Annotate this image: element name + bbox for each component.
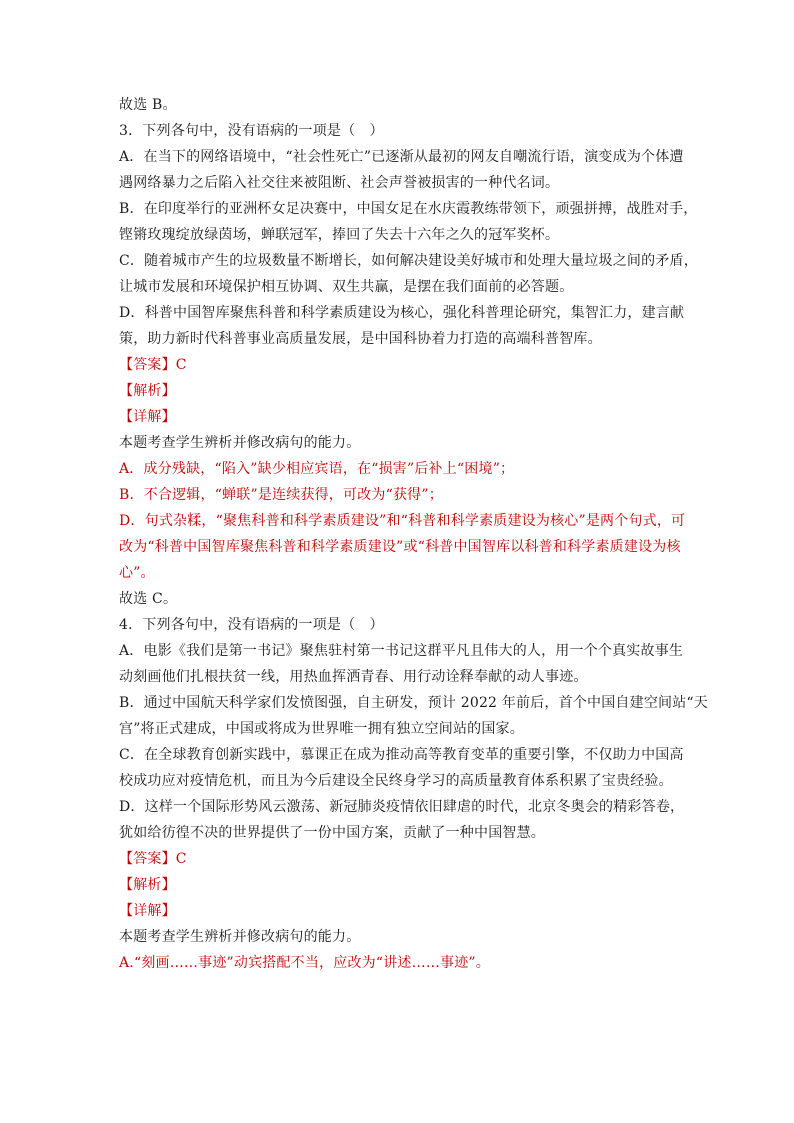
text-line: A．在当下的网络语境中，“社会性死亡”已逐渐从最初的网友自嘲流行语，演变成为个体遭 bbox=[119, 149, 684, 165]
answer-line: 【解析】 bbox=[119, 877, 176, 893]
text-line: B．通过中国航天科学家们发愤图强，自主研发，预计 2022 年前后，首个中国自建空间站“天 bbox=[119, 695, 708, 711]
text-line: 让城市发展和环境保护相互协调、双生共赢，是摆在我们面前的必答题。 bbox=[119, 279, 574, 295]
answer-line: 【答案】C bbox=[119, 851, 187, 867]
text-line: 宫”将正式建成，中国或将成为世界唯一拥有独立空间站的国家。 bbox=[119, 721, 524, 737]
text-line: A．电影《我们是第一书记》聚焦驻村第一书记这群平凡且伟大的人，用一个个真实故事生 bbox=[119, 643, 684, 659]
text-line: C．在全球教育创新实践中，慕课正在成为推动高等教育变革的重要引擎，不仅助力中国高 bbox=[119, 747, 684, 763]
text-line: 遇网络暴力之后陷入社交往来被阻断、社会声誉被损害的一种代名词。 bbox=[119, 175, 560, 191]
answer-line: B．不合逻辑，“蝉联”是连续获得，可改为“获得”； bbox=[119, 487, 443, 503]
text-line: 故选 C。 bbox=[119, 591, 178, 607]
text-line: 校成功应对疫情危机，而且为今后建设全民终身学习的高质量教育体系积累了宝贵经验。 bbox=[119, 773, 673, 789]
text-line: 3．下列各句中，没有语病的一项是（ ） bbox=[119, 123, 384, 139]
text-line: D．这样一个国际形势风云激荡、新冠肺炎疫情依旧肆虐的时代，北京冬奥会的精彩答卷， bbox=[119, 799, 685, 815]
answer-line: 改为“科普中国智库聚焦科普和科学素质建设”或“科普中国智库以科普和科学素质建设为核 bbox=[119, 539, 681, 555]
text-line: 本题考查学生辨析并修改病句的能力。 bbox=[119, 929, 361, 945]
text-line: B．在印度举行的亚洲杯女足决赛中，中国女足在水庆霞教练带领下，顽强拼搏，战胜对手， bbox=[119, 201, 698, 217]
text-line: 4．下列各句中，没有语病的一项是（ ） bbox=[119, 617, 384, 633]
answer-line: 【解析】 bbox=[119, 383, 176, 399]
answer-line: 【答案】C bbox=[119, 357, 187, 373]
answer-line: 心”。 bbox=[119, 565, 155, 581]
answer-line: 【详解】 bbox=[119, 409, 176, 425]
text-line: 动刻画他们扎根扶贫一线，用热血挥洒青春、用行动诠释奉献的动人事迹。 bbox=[119, 669, 588, 685]
text-line: D．科普中国智库聚焦科普和科学素质建设为核心，强化科普理论研究，集智汇力，建言献 bbox=[119, 305, 685, 321]
text-line: 策，助力新时代科普事业高质量发展，是中国科协着力打造的高端科普智库。 bbox=[119, 331, 602, 347]
text-line: 故选 B。 bbox=[119, 97, 177, 113]
document-body bbox=[119, 92, 708, 976]
text-line: 本题考查学生辨析并修改病句的能力。 bbox=[119, 435, 361, 451]
answer-line: D．句式杂糅，“聚焦科普和科学素质建设”和“科普和科学素质建设为核心”是两个句式，可 bbox=[119, 513, 686, 529]
answer-line: A．成分残缺，“陷入”缺少相应宾语，在“损害”后补上“困境”； bbox=[119, 461, 515, 477]
text-line: 犹如给彷徨不决的世界提供了一份中国方案，贡献了一种中国智慧。 bbox=[119, 825, 545, 841]
text-line: 铿锵玫瑰绽放绿茵场，蝉联冠军，捧回了失去十六年之久的冠军奖杯。 bbox=[119, 227, 560, 243]
answer-line: A.“刻画……事迹”动宾搭配不当，应改为“讲述……事迹”。 bbox=[119, 955, 490, 971]
answer-line: 【详解】 bbox=[119, 903, 176, 919]
text-line: C．随着城市产生的垃圾数量不断增长，如何解决建设美好城市和处理大量垃圾之间的矛盾， bbox=[119, 253, 698, 269]
